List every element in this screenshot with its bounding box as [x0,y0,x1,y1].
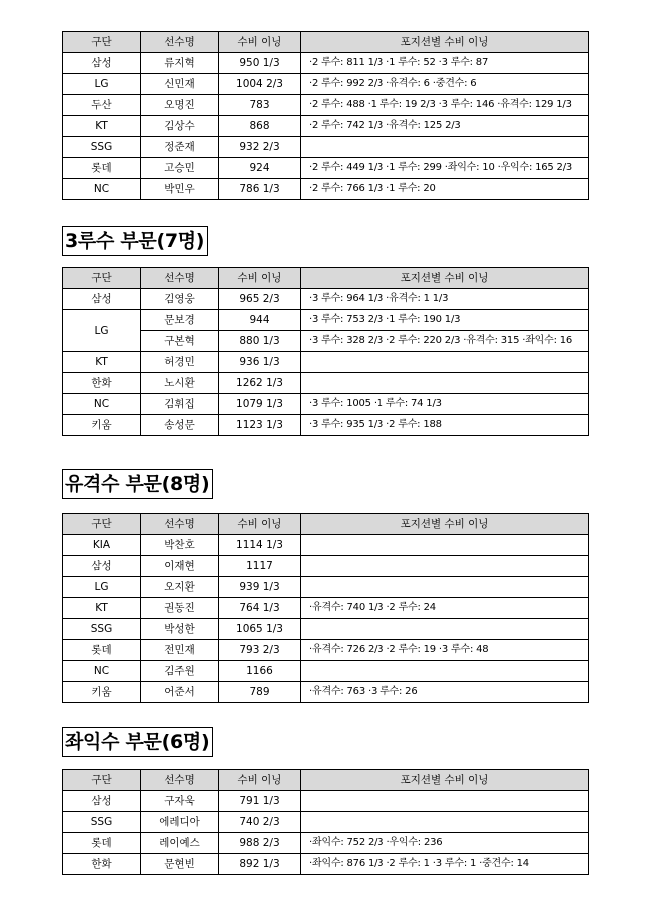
cell-team: 키움 [63,415,141,436]
cell-positions: ·2 루수: 488 ·1 루수: 19 2/3 ·3 루수: 146 ·유격수: 129 1/3 [301,95,589,116]
cell-innings: 1114 1/3 [219,535,301,556]
cell-positions: ·2 루수: 992 2/3 ·유격수: 6 ·중견수: 6 [301,74,589,95]
cell-innings: 965 2/3 [219,289,301,310]
cell-team: NC [63,179,141,200]
header-player: 선수명 [141,514,219,535]
cell-player: 문현빈 [141,854,219,875]
cell-positions [301,812,589,833]
cell-team: 삼성 [63,53,141,74]
cell-player: 송성문 [141,415,219,436]
cell-player: 어준서 [141,682,219,703]
section-title-third-base: 3루수 부문(7명) [62,226,208,256]
cell-player: 에레디아 [141,812,219,833]
cell-player: 박성한 [141,619,219,640]
cell-team: 한화 [63,854,141,875]
cell-positions: ·유격수: 763 ·3 루수: 26 [301,682,589,703]
cell-innings: 1065 1/3 [219,619,301,640]
cell-innings: 791 1/3 [219,791,301,812]
cell-positions: ·유격수: 740 1/3 ·2 루수: 24 [301,598,589,619]
table-row [63,640,589,661]
cell-positions [301,791,589,812]
cell-player: 정준재 [141,137,219,158]
cell-team: SSG [63,137,141,158]
header-innings: 수비 이닝 [219,770,301,791]
table-row [63,74,589,95]
header-by-position: 포지션별 수비 이닝 [301,32,589,53]
cell-innings: 1166 [219,661,301,682]
table-row [63,179,589,200]
cell-positions: ·3 루수: 1005 ·1 루수: 74 1/3 [301,394,589,415]
table-row [63,394,589,415]
table-row [63,137,589,158]
cell-player: 오명진 [141,95,219,116]
cell-team: 삼성 [63,791,141,812]
table-row [63,682,589,703]
cell-positions: ·2 루수: 742 1/3 ·유격수: 125 2/3 [301,116,589,137]
cell-innings: 786 1/3 [219,179,301,200]
table-row [63,598,589,619]
cell-innings: 939 1/3 [219,577,301,598]
cell-player: 전민재 [141,640,219,661]
table-row [63,415,589,436]
cell-team: 삼성 [63,289,141,310]
cell-player: 이재현 [141,556,219,577]
cell-innings: 932 2/3 [219,137,301,158]
cell-positions: ·3 루수: 328 2/3 ·2 루수: 220 2/3 ·유격수: 315 ·좌익수: 16 [301,331,589,352]
table-header-row [63,32,589,53]
table-row [63,95,589,116]
cell-player: 김영웅 [141,289,219,310]
cell-positions [301,373,589,394]
cell-player: 박찬호 [141,535,219,556]
cell-player: 김상수 [141,116,219,137]
cell-team: 롯데 [63,158,141,179]
cell-positions [301,137,589,158]
cell-innings: 924 [219,158,301,179]
header-team: 구단 [63,268,141,289]
table-header-row [63,514,589,535]
table-row [63,812,589,833]
cell-team: KT [63,352,141,373]
cell-player: 노시환 [141,373,219,394]
cell-player: 권동진 [141,598,219,619]
table-row [63,791,589,812]
cell-team: LG [63,74,141,95]
cell-innings: 764 1/3 [219,598,301,619]
cell-player: 고승민 [141,158,219,179]
table-row [63,833,589,854]
cell-innings: 740 2/3 [219,812,301,833]
table-row [63,289,589,310]
header-by-position: 포지션별 수비 이닝 [301,770,589,791]
table-shortstop-wrap [62,513,588,703]
table-header-row [63,770,589,791]
cell-innings: 988 2/3 [219,833,301,854]
cell-team: SSG [63,812,141,833]
table-shortstop [62,513,589,703]
table-second-base [62,31,589,200]
cell-positions: ·좌익수: 752 2/3 ·우익수: 236 [301,833,589,854]
header-player: 선수명 [141,268,219,289]
cell-innings: 1117 [219,556,301,577]
cell-team: 롯데 [63,833,141,854]
cell-innings: 936 1/3 [219,352,301,373]
cell-positions [301,661,589,682]
cell-player: 오지환 [141,577,219,598]
cell-team: NC [63,394,141,415]
cell-innings: 1079 1/3 [219,394,301,415]
cell-team: KT [63,598,141,619]
table-third-base-wrap [62,267,588,436]
cell-innings: 1262 1/3 [219,373,301,394]
table-row [63,556,589,577]
table-row [63,373,589,394]
cell-team: LG [63,577,141,598]
table-row [63,577,589,598]
cell-player: 류지혁 [141,53,219,74]
table-second-base-wrap [62,31,588,200]
cell-player: 박민우 [141,179,219,200]
cell-positions [301,535,589,556]
header-team: 구단 [63,514,141,535]
cell-positions [301,556,589,577]
cell-innings: 880 1/3 [219,331,301,352]
cell-innings: 1004 2/3 [219,74,301,95]
cell-player: 구본혁 [141,331,219,352]
cell-positions: ·좌익수: 876 1/3 ·2 루수: 1 ·3 루수: 1 ·중견수: 14 [301,854,589,875]
cell-innings: 789 [219,682,301,703]
cell-positions: ·3 루수: 935 1/3 ·2 루수: 188 [301,415,589,436]
cell-positions: ·2 루수: 766 1/3 ·1 루수: 20 [301,179,589,200]
cell-positions [301,577,589,598]
cell-player: 신민재 [141,74,219,95]
cell-positions: ·2 루수: 811 1/3 ·1 루수: 52 ·3 루수: 87 [301,53,589,74]
header-innings: 수비 이닝 [219,268,301,289]
cell-team: 롯데 [63,640,141,661]
cell-team: NC [63,661,141,682]
cell-innings: 950 1/3 [219,53,301,74]
cell-player: 김주원 [141,661,219,682]
table-row [63,535,589,556]
header-team: 구단 [63,770,141,791]
header-by-position: 포지션별 수비 이닝 [301,514,589,535]
cell-innings: 793 2/3 [219,640,301,661]
cell-team: 한화 [63,373,141,394]
section-title-shortstop: 유격수 부문(8명) [62,469,213,499]
table-row [63,116,589,137]
table-row [63,352,589,373]
cell-team: KIA [63,535,141,556]
cell-team: 두산 [63,95,141,116]
table-row [63,310,589,331]
cell-innings: 944 [219,310,301,331]
cell-player: 김휘집 [141,394,219,415]
table-left-field [62,769,589,875]
cell-player: 구자욱 [141,791,219,812]
header-team: 구단 [63,32,141,53]
cell-innings: 892 1/3 [219,854,301,875]
table-row [63,661,589,682]
cell-team: LG [63,310,141,352]
table-left-field-wrap [62,769,588,875]
table-row [63,331,589,352]
cell-team: KT [63,116,141,137]
cell-positions: ·2 루수: 449 1/3 ·1 루수: 299 ·좌익수: 10 ·우익수: 165 2/3 [301,158,589,179]
table-row [63,619,589,640]
table-row [63,854,589,875]
cell-player: 허경민 [141,352,219,373]
table-row [63,53,589,74]
header-innings: 수비 이닝 [219,514,301,535]
cell-team: 키움 [63,682,141,703]
header-by-position: 포지션별 수비 이닝 [301,268,589,289]
cell-innings: 1123 1/3 [219,415,301,436]
table-row [63,158,589,179]
cell-positions: ·유격수: 726 2/3 ·2 루수: 19 ·3 루수: 48 [301,640,589,661]
cell-positions [301,352,589,373]
cell-positions: ·3 루수: 964 1/3 ·유격수: 1 1/3 [301,289,589,310]
header-player: 선수명 [141,770,219,791]
cell-player: 문보경 [141,310,219,331]
cell-positions [301,619,589,640]
cell-player: 레이예스 [141,833,219,854]
table-header-row [63,268,589,289]
header-innings: 수비 이닝 [219,32,301,53]
table-third-base [62,267,589,436]
cell-team: 삼성 [63,556,141,577]
header-player: 선수명 [141,32,219,53]
cell-positions: ·3 루수: 753 2/3 ·1 루수: 190 1/3 [301,310,589,331]
cell-innings: 783 [219,95,301,116]
cell-innings: 868 [219,116,301,137]
cell-team: SSG [63,619,141,640]
section-title-left-field: 좌익수 부문(6명) [62,727,213,757]
